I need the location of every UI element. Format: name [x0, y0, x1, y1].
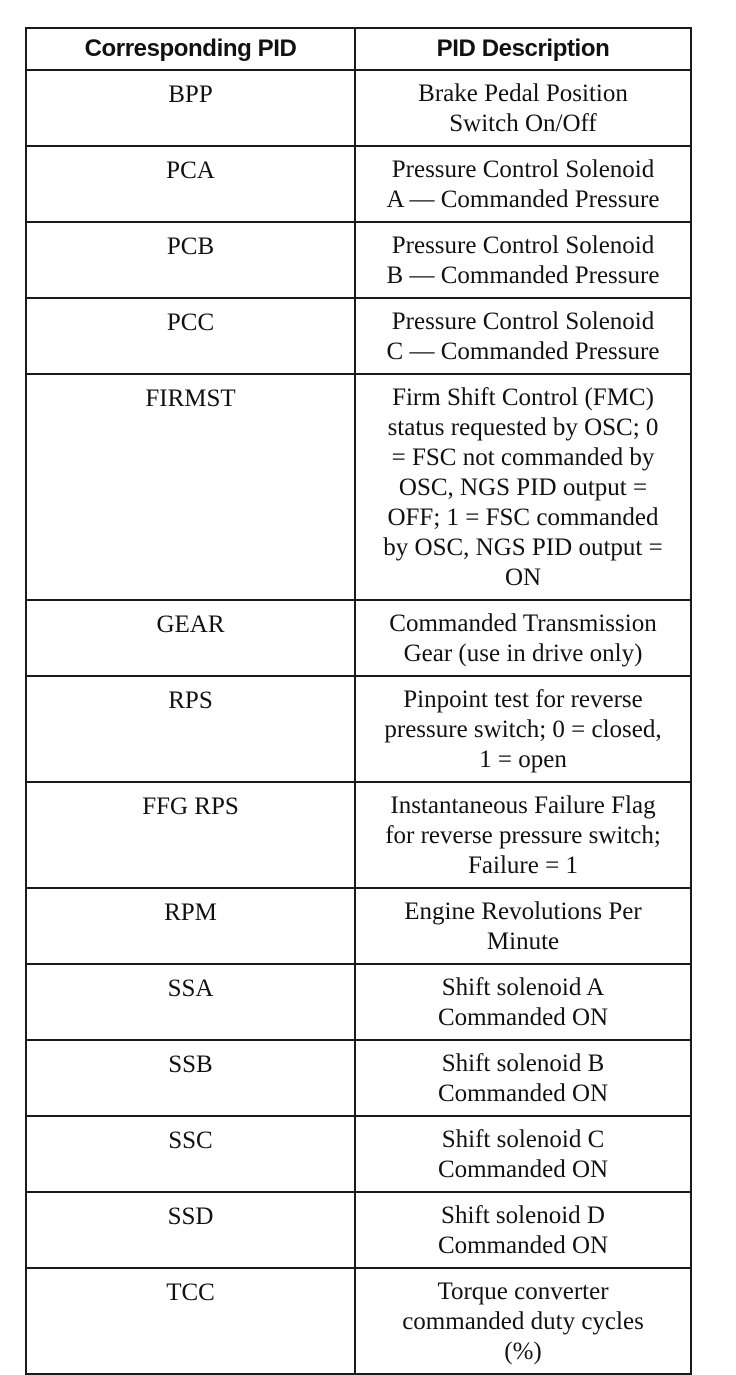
header-corresponding-pid: Corresponding PID: [26, 28, 355, 70]
description-cell: Firm Shift Control (FMC) status requested by OSC; 0 = FSC not commanded by OSC, NGS PID output = OFF; 1 = FSC commanded by OSC, NGS PID output = ON: [355, 374, 691, 600]
table-row: [26, 888, 691, 964]
description-cell: Instantaneous Failure Flag for reverse pressure switch; Failure = 1: [355, 782, 691, 888]
description-cell: Torque converter commanded duty cycles (%): [355, 1268, 691, 1374]
description-cell: Pressure Control Solenoid A — Commanded Pressure: [355, 146, 691, 222]
pid-cell: SSB: [26, 1040, 355, 1116]
pid-cell: SSA: [26, 964, 355, 1040]
table-row: [26, 298, 691, 374]
description-cell: Shift solenoid B Commanded ON: [355, 1040, 691, 1116]
table-row: [26, 222, 691, 298]
description-cell: Engine Revolutions Per Minute: [355, 888, 691, 964]
description-cell: Pressure Control Solenoid C — Commanded Pressure: [355, 298, 691, 374]
description-cell: Shift solenoid C Commanded ON: [355, 1116, 691, 1192]
table-row: [26, 1268, 691, 1374]
table-row: [26, 1192, 691, 1268]
pid-cell: FIRMST: [26, 374, 355, 600]
table-row: [26, 964, 691, 1040]
pid-cell: FFG RPS: [26, 782, 355, 888]
description-cell: Commanded Transmission Gear (use in drive only): [355, 600, 691, 676]
pid-cell: SSC: [26, 1116, 355, 1192]
pid-cell: TCC: [26, 1268, 355, 1374]
table-row: [26, 70, 691, 146]
description-cell: Brake Pedal Position Switch On/Off: [355, 70, 691, 146]
pid-cell: PCB: [26, 222, 355, 298]
header-row: [26, 28, 691, 70]
pid-cell: PCA: [26, 146, 355, 222]
pid-table: [25, 27, 692, 1375]
description-cell: Pressure Control Solenoid B — Commanded Pressure: [355, 222, 691, 298]
pid-cell: SSD: [26, 1192, 355, 1268]
pid-cell: RPM: [26, 888, 355, 964]
pid-cell: PCC: [26, 298, 355, 374]
table-row: [26, 146, 691, 222]
pid-cell: BPP: [26, 70, 355, 146]
table-row: [26, 600, 691, 676]
description-cell: Shift solenoid D Commanded ON: [355, 1192, 691, 1268]
table-row: [26, 676, 691, 782]
table-row: [26, 374, 691, 600]
pid-cell: RPS: [26, 676, 355, 782]
table-row: [26, 1116, 691, 1192]
table-row: [26, 782, 691, 888]
description-cell: Shift solenoid A Commanded ON: [355, 964, 691, 1040]
header-pid-description: PID Description: [355, 28, 691, 70]
description-cell: Pinpoint test for reverse pressure switch; 0 = closed, 1 = open: [355, 676, 691, 782]
pid-cell: GEAR: [26, 600, 355, 676]
table-row: [26, 1040, 691, 1116]
